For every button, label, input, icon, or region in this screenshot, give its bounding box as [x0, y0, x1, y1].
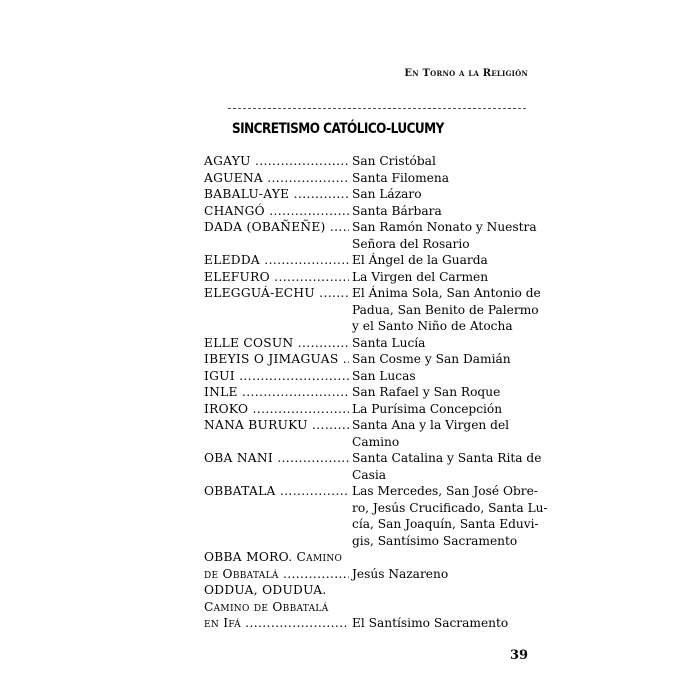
orisha-name: INLE .....: [204, 384, 349, 401]
catholic-saint: Casia: [352, 467, 387, 482]
list-item: [204, 549, 534, 582]
header-divider: [228, 108, 526, 109]
catholic-saint: El Santísimo Sacramento: [352, 616, 509, 630]
list-item: [204, 335, 534, 352]
list-item: [204, 153, 534, 170]
orisha-name: en Ifá .....: [204, 615, 349, 632]
list-item: [204, 219, 537, 252]
catholic-saint: Señora del Rosario: [352, 236, 470, 251]
list-item: [204, 582, 534, 632]
orisha-name: NANA BURUKU .....: [204, 417, 349, 434]
list-item: [204, 269, 534, 286]
catholic-saint: San Ramón Nonato y Nuestra: [352, 220, 537, 234]
orisha-name: ODDUA, ODUDUA.: [204, 583, 327, 597]
list-item: [204, 401, 534, 418]
syncretism-list: [204, 153, 548, 632]
catholic-saint: Santa Ana y la Virgen del: [352, 418, 510, 432]
orisha-name: AGUENA .....: [204, 170, 349, 187]
catholic-saint: San Cristóbal: [352, 154, 436, 168]
orisha-name: Camino de Obbatalá: [204, 599, 329, 614]
orisha-name: de Obbatalá .....: [204, 566, 349, 583]
list-item: [204, 368, 534, 385]
orisha-name: OBA NANI .....: [204, 450, 349, 467]
catholic-saint: Santa Bárbara: [352, 203, 442, 218]
orisha-name: ELEFURO .....: [204, 269, 349, 286]
orisha-name: IROKO .....: [204, 401, 349, 418]
list-item: [204, 384, 534, 401]
list-item: [204, 450, 542, 483]
catholic-saint: Santa Lucía: [352, 335, 426, 350]
orisha-name: ELLE COSUN .....: [204, 335, 349, 352]
list-item: [204, 170, 534, 187]
catholic-saint: Santa Catalina y Santa Rita de: [352, 451, 542, 465]
orisha-name: ELEDDA .....: [204, 252, 349, 269]
catholic-saint: Padua, San Benito de Palermo: [352, 302, 539, 317]
list-item: [204, 351, 534, 368]
catholic-saint: El Ángel de la Guarda: [352, 253, 488, 267]
orisha-name: ELEGGUÁ-ECHU .....: [204, 285, 349, 302]
catholic-saint: San Lucas: [352, 368, 416, 383]
orisha-name: IGUI .....: [204, 368, 349, 385]
catholic-saint: cía, San Joaquín, Santa Eduvi-: [352, 517, 539, 531]
section-title: SINCRETISMO CATÓLICO-LUCUMY: [232, 121, 444, 137]
running-header: En Torno a la Religión: [404, 68, 528, 79]
list-item: [204, 203, 534, 220]
catholic-saint: San Lázaro: [352, 187, 422, 201]
orisha-name: DADA (OBAÑEÑE) .....: [204, 219, 349, 236]
catholic-saint: gis, Santísimo Sacramento: [352, 533, 518, 548]
catholic-saint: ro, Jesús Crucificado, Santa Lu-: [352, 500, 548, 515]
catholic-saint: La Purísima Concepción: [352, 401, 503, 416]
catholic-saint: y el Santo Niño de Atocha: [352, 319, 513, 333]
orisha-name: AGAYU .....: [204, 153, 349, 170]
orisha-name: OBBATALA .....: [204, 483, 349, 500]
list-item: [204, 252, 534, 269]
list-item: [204, 285, 541, 335]
catholic-saint: San Rafael y San Roque: [352, 385, 501, 399]
orisha-name: IBEYIS O JIMAGUAS .....: [204, 351, 349, 368]
catholic-saint: Santa Filomena: [352, 170, 449, 185]
orisha-name: CHANGÓ .....: [204, 203, 349, 220]
list-item: [204, 186, 534, 203]
list-item: [204, 483, 548, 549]
catholic-saint: Jesús Nazareno: [352, 566, 449, 581]
orisha-name: BABALU-AYE .....: [204, 186, 349, 203]
catholic-saint: San Cosme y San Damián: [352, 352, 511, 366]
list-item: [204, 417, 534, 450]
catholic-saint: El Ánima Sola, San Antonio de: [352, 286, 541, 300]
catholic-saint: La Virgen del Carmen: [352, 269, 489, 284]
page-number: 39: [510, 648, 529, 663]
catholic-saint: Camino: [352, 434, 400, 449]
catholic-saint: Las Mercedes, San José Obre-: [352, 484, 538, 498]
orisha-name: OBBA MORO. Camino: [204, 550, 343, 564]
